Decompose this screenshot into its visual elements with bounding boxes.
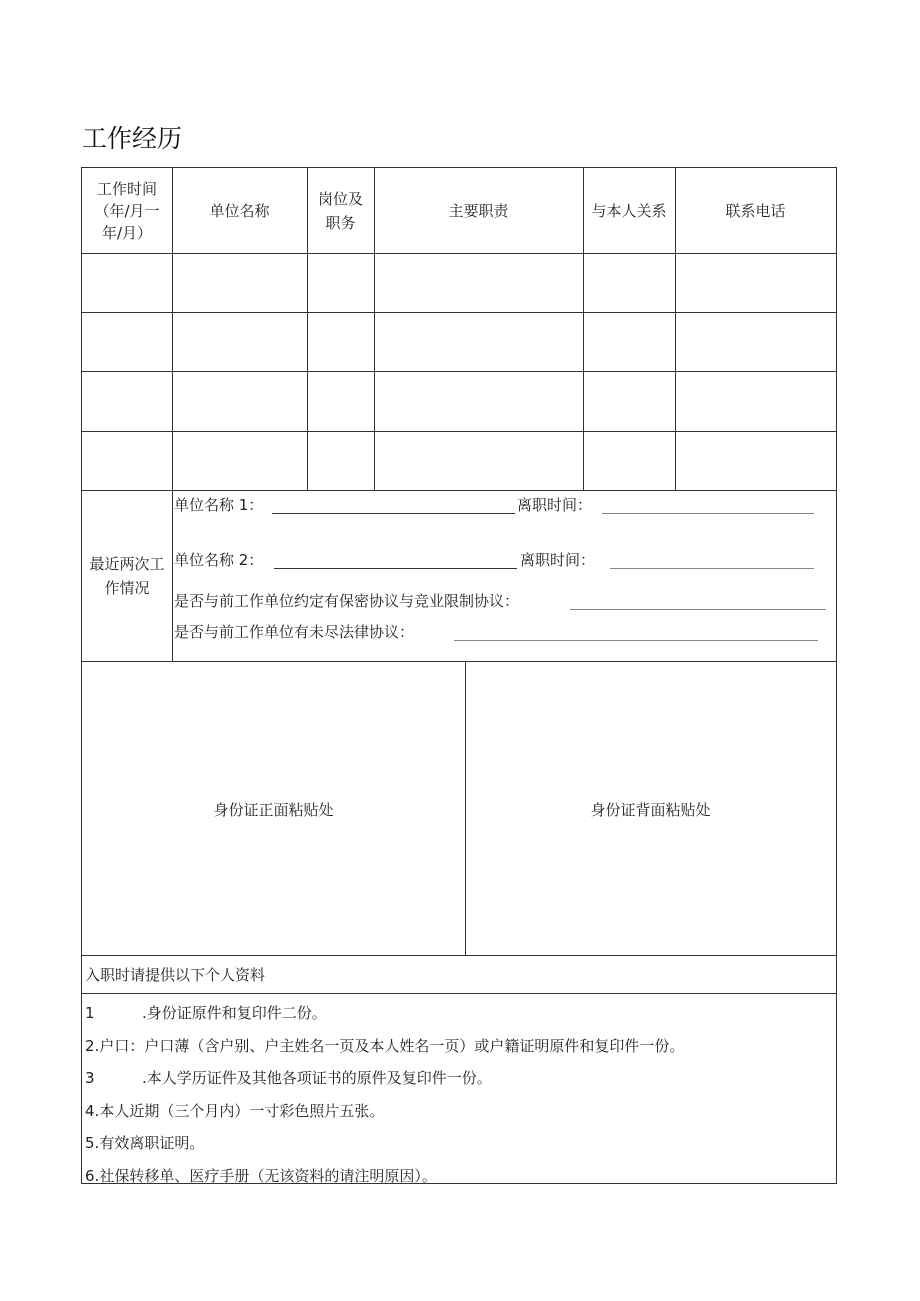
header-unit-name: 单位名称: [209, 201, 270, 220]
header-phone: 联系电话: [725, 201, 786, 220]
header-main-duty: 主要职责: [448, 201, 509, 220]
work-row-2-cell-5[interactable]: [583, 312, 675, 371]
materials-item-text: .本人学历证件及其他各项证书的原件及复印件一份。: [142, 1069, 492, 1087]
materials-item-number: 3: [85, 1069, 95, 1087]
work-row-4-cell-5[interactable]: [583, 431, 675, 490]
work-row-1-cell-6[interactable]: [675, 253, 836, 312]
work-row-1-cell-3[interactable]: [307, 253, 374, 312]
work-row-1-cell-5[interactable]: [583, 253, 675, 312]
header-post: [307, 168, 374, 253]
recent-label-rule: [172, 490, 173, 661]
leave-time1-field-line: [602, 513, 814, 514]
leave-time1-label: 离职时间：: [517, 496, 593, 514]
materials-item-text: 有效离职证明。: [99, 1134, 205, 1152]
header-post-line2: 职务: [325, 213, 356, 232]
unit2-field-line: [274, 568, 517, 569]
id-card-back-area: 身份证背面粘贴处: [590, 801, 711, 819]
recent-bottom-rule: [82, 661, 836, 662]
work-history-form: [81, 167, 837, 1184]
work-row-4-cell-6[interactable]: [675, 431, 836, 490]
work-row-3-cell-1[interactable]: [82, 371, 172, 431]
materials-heading: 入职时请提供以下个人资料: [85, 966, 266, 984]
work-row-2-cell-3[interactable]: [307, 312, 374, 371]
recent-jobs-label-line1: 最近两次工: [89, 554, 165, 573]
materials-item-number: 2.: [85, 1037, 100, 1055]
header-work-time: [82, 168, 172, 253]
legal-question: 是否与前工作单位有未尽法律协议：: [174, 623, 415, 641]
work-row-4-cell-2[interactable]: [172, 431, 307, 490]
header-post-line1: 岗位及: [317, 189, 363, 208]
leave-time2-field-line: [610, 568, 814, 569]
leave-time2-label: 离职时间：: [520, 551, 596, 569]
table-bottom-rule: [82, 490, 836, 491]
work-row-2-cell-6[interactable]: [675, 312, 836, 371]
work-row-3-cell-4[interactable]: [374, 371, 583, 431]
materials-item: [85, 1035, 684, 1057]
header-relation: 与本人关系: [591, 201, 667, 220]
work-row-4-cell-1[interactable]: [82, 431, 172, 490]
id-card-front-area: 身份证正面粘贴处: [213, 801, 334, 819]
work-row-1-cell-2[interactable]: [172, 253, 307, 312]
work-row-4-cell-4[interactable]: [374, 431, 583, 490]
materials-item: [85, 1002, 327, 1024]
header-work-time-line2: （年/月一: [94, 201, 160, 220]
work-row-2-cell-2[interactable]: [172, 312, 307, 371]
secrecy-question: 是否与前工作单位约定有保密协议与竞业限制协议：: [174, 592, 520, 610]
work-row-2-cell-4[interactable]: [374, 312, 583, 371]
recent-jobs-label-line2: 作情况: [104, 578, 150, 597]
work-row-3-cell-6[interactable]: [675, 371, 836, 431]
work-row-1-cell-4[interactable]: [374, 253, 583, 312]
materials-item: [85, 1100, 384, 1122]
materials-item-number: 1: [85, 1004, 95, 1022]
work-row-2-cell-1[interactable]: [82, 312, 172, 371]
materials-item-text: 本人近期（三个月内）一寸彩色照片五张。: [99, 1102, 385, 1120]
header-work-time-line3: 年/月）: [101, 223, 153, 242]
recent-jobs-label: [82, 490, 172, 661]
materials-item-text: 户口：户口薄（含户别、户主姓名一页及本人姓名一页）或户籍证明原件和复印件一份。: [99, 1037, 685, 1055]
materials-item-number: 4.: [85, 1102, 100, 1120]
header-work-time-line1: 工作时间: [96, 179, 157, 198]
materials-item-text: 社保转移单、医疗手册（无该资料的请注明原因）。: [99, 1167, 437, 1185]
materials-heading-rule: [82, 993, 836, 994]
unit2-label: 单位名称 2：: [174, 551, 264, 569]
materials-item-number: 6.: [85, 1167, 100, 1185]
materials-item: [85, 1132, 204, 1154]
secrecy-field-line: [570, 609, 826, 610]
work-row-1-cell-1[interactable]: [82, 253, 172, 312]
unit1-field-line: [272, 513, 515, 514]
materials-item: [85, 1165, 437, 1187]
page-title: 工作经历: [82, 124, 183, 153]
work-row-3-cell-3[interactable]: [307, 371, 374, 431]
idcard-bottom-rule: [82, 955, 836, 956]
work-row-3-cell-5[interactable]: [583, 371, 675, 431]
materials-item: [85, 1067, 492, 1089]
work-row-4-cell-3[interactable]: [307, 431, 374, 490]
materials-item-text: .身份证原件和复印件二份。: [142, 1004, 327, 1022]
materials-item-number: 5.: [85, 1134, 100, 1152]
legal-field-line: [454, 640, 818, 641]
work-row-3-cell-2[interactable]: [172, 371, 307, 431]
unit1-label: 单位名称 1：: [174, 496, 264, 514]
